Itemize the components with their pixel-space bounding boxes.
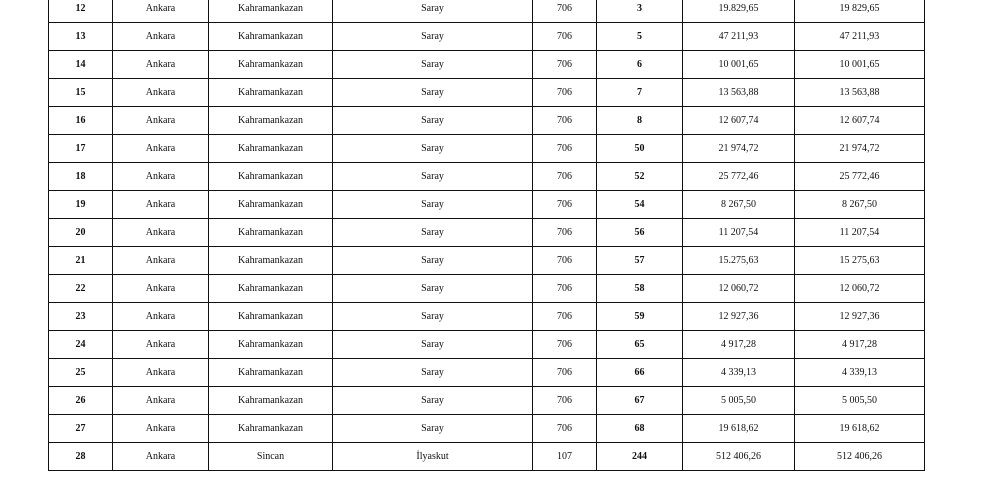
area-cell: 10 001,65 xyxy=(683,51,795,79)
area-total-cell: 19 618,62 xyxy=(795,415,925,443)
neighborhood-cell: Saray xyxy=(333,79,533,107)
row-number-cell: 18 xyxy=(49,163,113,191)
table-row xyxy=(49,23,925,51)
neighborhood-cell: Saray xyxy=(333,387,533,415)
area-total-cell: 12 060,72 xyxy=(795,275,925,303)
parcel-number-cell: 3 xyxy=(597,0,683,23)
province-cell: Ankara xyxy=(113,107,209,135)
area-total-cell: 12 607,74 xyxy=(795,107,925,135)
district-cell: Kahramankazan xyxy=(209,0,333,23)
neighborhood-cell: Saray xyxy=(333,303,533,331)
district-cell: Kahramankazan xyxy=(209,135,333,163)
parcel-number-cell: 52 xyxy=(597,163,683,191)
province-cell: Ankara xyxy=(113,331,209,359)
neighborhood-cell: Saray xyxy=(333,163,533,191)
row-number-cell: 13 xyxy=(49,23,113,51)
district-cell: Kahramankazan xyxy=(209,163,333,191)
province-cell: Ankara xyxy=(113,23,209,51)
row-number-cell: 22 xyxy=(49,275,113,303)
block-number-cell: 706 xyxy=(533,219,597,247)
row-number-cell: 25 xyxy=(49,359,113,387)
neighborhood-cell: Saray xyxy=(333,359,533,387)
row-number-cell: 21 xyxy=(49,247,113,275)
block-number-cell: 706 xyxy=(533,79,597,107)
neighborhood-cell: Saray xyxy=(333,51,533,79)
area-total-cell: 13 563,88 xyxy=(795,79,925,107)
area-cell: 19.829,65 xyxy=(683,0,795,23)
row-number-cell: 24 xyxy=(49,331,113,359)
neighborhood-cell: Saray xyxy=(333,331,533,359)
district-cell: Kahramankazan xyxy=(209,107,333,135)
neighborhood-cell: Saray xyxy=(333,0,533,23)
area-total-cell: 19 829,65 xyxy=(795,0,925,23)
table-row xyxy=(49,79,925,107)
district-cell: Kahramankazan xyxy=(209,51,333,79)
area-cell: 12 060,72 xyxy=(683,275,795,303)
row-number-cell: 19 xyxy=(49,191,113,219)
district-cell: Kahramankazan xyxy=(209,79,333,107)
area-cell: 21 974,72 xyxy=(683,135,795,163)
parcel-number-cell: 7 xyxy=(597,79,683,107)
district-cell: Kahramankazan xyxy=(209,191,333,219)
parcel-number-cell: 6 xyxy=(597,51,683,79)
parcel-number-cell: 8 xyxy=(597,107,683,135)
area-cell: 12 927,36 xyxy=(683,303,795,331)
area-total-cell: 25 772,46 xyxy=(795,163,925,191)
district-cell: Kahramankazan xyxy=(209,331,333,359)
neighborhood-cell: Saray xyxy=(333,219,533,247)
area-cell: 5 005,50 xyxy=(683,387,795,415)
table-row xyxy=(49,219,925,247)
area-total-cell: 21 974,72 xyxy=(795,135,925,163)
block-number-cell: 706 xyxy=(533,275,597,303)
block-number-cell: 706 xyxy=(533,135,597,163)
province-cell: Ankara xyxy=(113,275,209,303)
province-cell: Ankara xyxy=(113,443,209,471)
province-cell: Ankara xyxy=(113,0,209,23)
neighborhood-cell: Saray xyxy=(333,275,533,303)
neighborhood-cell: Saray xyxy=(333,191,533,219)
area-total-cell: 5 005,50 xyxy=(795,387,925,415)
block-number-cell: 706 xyxy=(533,387,597,415)
block-number-cell: 706 xyxy=(533,331,597,359)
province-cell: Ankara xyxy=(113,219,209,247)
table-row xyxy=(49,359,925,387)
block-number-cell: 706 xyxy=(533,23,597,51)
table-row xyxy=(49,275,925,303)
parcel-number-cell: 58 xyxy=(597,275,683,303)
parcel-number-cell: 56 xyxy=(597,219,683,247)
block-number-cell: 706 xyxy=(533,107,597,135)
parcel-number-cell: 68 xyxy=(597,415,683,443)
row-number-cell: 15 xyxy=(49,79,113,107)
neighborhood-cell: İlyaskut xyxy=(333,443,533,471)
province-cell: Ankara xyxy=(113,51,209,79)
area-total-cell: 15 275,63 xyxy=(795,247,925,275)
province-cell: Ankara xyxy=(113,191,209,219)
district-cell: Kahramankazan xyxy=(209,387,333,415)
province-cell: Ankara xyxy=(113,303,209,331)
table-row xyxy=(49,247,925,275)
area-cell: 25 772,46 xyxy=(683,163,795,191)
area-total-cell: 47 211,93 xyxy=(795,23,925,51)
area-cell: 11 207,54 xyxy=(683,219,795,247)
table-row xyxy=(49,163,925,191)
area-cell: 15.275,63 xyxy=(683,247,795,275)
table-row xyxy=(49,107,925,135)
block-number-cell: 706 xyxy=(533,303,597,331)
table-row xyxy=(49,303,925,331)
district-cell: Kahramankazan xyxy=(209,219,333,247)
area-total-cell: 4 917,28 xyxy=(795,331,925,359)
province-cell: Ankara xyxy=(113,79,209,107)
area-cell: 8 267,50 xyxy=(683,191,795,219)
parcel-number-cell: 65 xyxy=(597,331,683,359)
block-number-cell: 706 xyxy=(533,163,597,191)
area-total-cell: 10 001,65 xyxy=(795,51,925,79)
district-cell: Kahramankazan xyxy=(209,275,333,303)
row-number-cell: 23 xyxy=(49,303,113,331)
parcel-table-body xyxy=(49,0,925,471)
area-cell: 12 607,74 xyxy=(683,107,795,135)
area-cell: 47 211,93 xyxy=(683,23,795,51)
area-total-cell: 8 267,50 xyxy=(795,191,925,219)
neighborhood-cell: Saray xyxy=(333,107,533,135)
area-cell: 19 618,62 xyxy=(683,415,795,443)
area-cell: 4 339,13 xyxy=(683,359,795,387)
area-total-cell: 12 927,36 xyxy=(795,303,925,331)
area-total-cell: 4 339,13 xyxy=(795,359,925,387)
province-cell: Ankara xyxy=(113,135,209,163)
parcel-number-cell: 244 xyxy=(597,443,683,471)
province-cell: Ankara xyxy=(113,387,209,415)
parcel-number-cell: 66 xyxy=(597,359,683,387)
row-number-cell: 12 xyxy=(49,0,113,23)
province-cell: Ankara xyxy=(113,359,209,387)
area-cell: 13 563,88 xyxy=(683,79,795,107)
parcel-number-cell: 67 xyxy=(597,387,683,415)
neighborhood-cell: Saray xyxy=(333,415,533,443)
row-number-cell: 16 xyxy=(49,107,113,135)
row-number-cell: 14 xyxy=(49,51,113,79)
area-total-cell: 512 406,26 xyxy=(795,443,925,471)
parcel-number-cell: 57 xyxy=(597,247,683,275)
block-number-cell: 706 xyxy=(533,51,597,79)
row-number-cell: 26 xyxy=(49,387,113,415)
area-cell: 512 406,26 xyxy=(683,443,795,471)
district-cell: Kahramankazan xyxy=(209,247,333,275)
area-total-cell: 11 207,54 xyxy=(795,219,925,247)
row-number-cell: 28 xyxy=(49,443,113,471)
table-row xyxy=(49,443,925,471)
block-number-cell: 706 xyxy=(533,359,597,387)
row-number-cell: 20 xyxy=(49,219,113,247)
province-cell: Ankara xyxy=(113,247,209,275)
block-number-cell: 706 xyxy=(533,0,597,23)
neighborhood-cell: Saray xyxy=(333,23,533,51)
parcel-table xyxy=(48,0,925,471)
table-row xyxy=(49,51,925,79)
table-row xyxy=(49,135,925,163)
parcel-number-cell: 59 xyxy=(597,303,683,331)
table-row xyxy=(49,0,925,23)
district-cell: Kahramankazan xyxy=(209,359,333,387)
block-number-cell: 706 xyxy=(533,247,597,275)
district-cell: Kahramankazan xyxy=(209,415,333,443)
block-number-cell: 706 xyxy=(533,191,597,219)
neighborhood-cell: Saray xyxy=(333,247,533,275)
neighborhood-cell: Saray xyxy=(333,135,533,163)
parcel-number-cell: 5 xyxy=(597,23,683,51)
block-number-cell: 706 xyxy=(533,415,597,443)
province-cell: Ankara xyxy=(113,163,209,191)
parcel-number-cell: 54 xyxy=(597,191,683,219)
province-cell: Ankara xyxy=(113,415,209,443)
table-row xyxy=(49,387,925,415)
table-row xyxy=(49,191,925,219)
row-number-cell: 27 xyxy=(49,415,113,443)
district-cell: Kahramankazan xyxy=(209,303,333,331)
area-cell: 4 917,28 xyxy=(683,331,795,359)
district-cell: Kahramankazan xyxy=(209,23,333,51)
block-number-cell: 107 xyxy=(533,443,597,471)
table-row xyxy=(49,415,925,443)
table-row xyxy=(49,331,925,359)
parcel-number-cell: 50 xyxy=(597,135,683,163)
row-number-cell: 17 xyxy=(49,135,113,163)
district-cell: Sincan xyxy=(209,443,333,471)
